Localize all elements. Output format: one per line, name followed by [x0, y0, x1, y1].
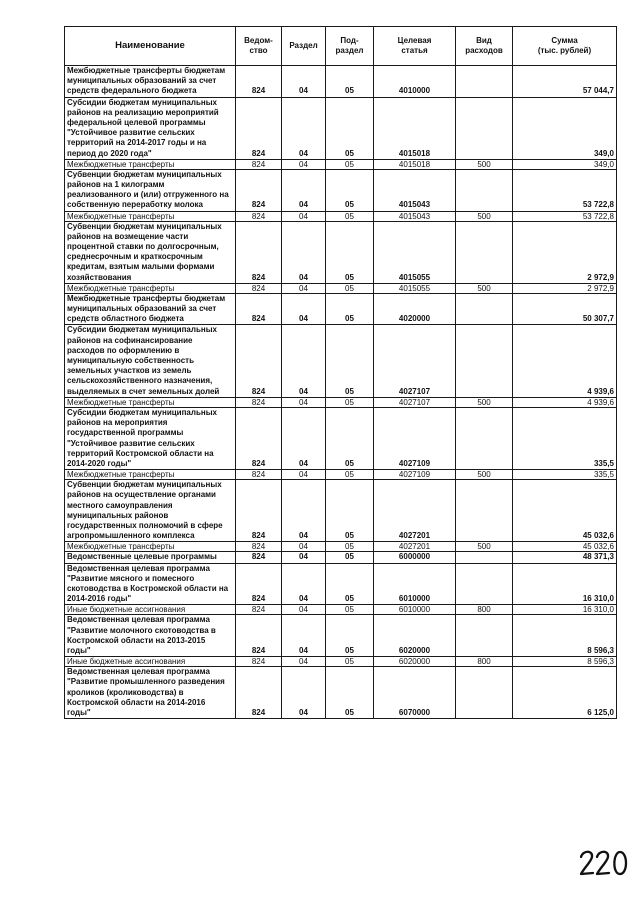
cell-name-line: земельных участков из земель [67, 366, 192, 376]
table-row [65, 480, 617, 542]
cell-sum: 335,5 [513, 407, 617, 469]
cell-name-line: скотоводства в Костромской области на [67, 583, 229, 593]
cell-name-line: "Устойчивое развитие сельских [67, 128, 195, 138]
table-row [65, 552, 617, 563]
cell-name-line: Межбюджетные трансферты [67, 397, 175, 407]
cell-ministry: 824 [236, 615, 282, 657]
cell-ministry: 824 [236, 293, 282, 325]
table-row [65, 542, 617, 552]
cell-ministry: 824 [236, 211, 282, 221]
cell-name [65, 293, 236, 325]
cell-name-line: среднесрочным и краткосрочным [67, 252, 203, 262]
cell-section: 04 [282, 615, 326, 657]
cell-subsection: 05 [326, 563, 374, 605]
cell-expense-type: 500 [456, 542, 513, 552]
cell-ministry: 824 [236, 605, 282, 615]
cell-name-line: 2014-2016 годы" [67, 594, 132, 604]
cell-section: 04 [282, 159, 326, 169]
cell-name-line: агропромышленного комплекса [67, 531, 195, 541]
cell-subsection: 05 [326, 470, 374, 480]
cell-name-line: районов на 1 килограмм [67, 180, 165, 190]
cell-sum: 16 310,0 [513, 563, 617, 605]
cell-name [65, 563, 236, 605]
cell-ministry: 824 [236, 397, 282, 407]
cell-subsection: 05 [326, 407, 374, 469]
cell-expense-type [456, 552, 513, 563]
cell-name-line: Межбюджетные трансферты [67, 470, 175, 480]
cell-ministry: 824 [236, 480, 282, 542]
cell-name-line: средств областного бюджета [67, 314, 184, 324]
cell-name [65, 552, 236, 563]
cell-ministry: 824 [236, 66, 282, 98]
cell-section: 04 [282, 211, 326, 221]
cell-target: 6000000 [374, 552, 456, 563]
cell-expense-type [456, 407, 513, 469]
cell-sum: 349,0 [513, 159, 617, 169]
cell-name-line: 2014-2020 годы" [67, 458, 132, 468]
table-row [65, 97, 617, 159]
table-row [65, 325, 617, 397]
cell-target: 6020000 [374, 657, 456, 667]
cell-name-line: средств федерального бюджета [67, 86, 197, 96]
cell-target: 4015018 [374, 97, 456, 159]
cell-name-line: Ведомственные целевые программы [67, 552, 217, 562]
cell-name-line: федеральной целевой программы [67, 118, 206, 128]
cell-name-line: Межбюджетные трансферты [67, 283, 175, 293]
cell-sum: 335,5 [513, 470, 617, 480]
cell-expense-type: 800 [456, 657, 513, 667]
cell-target: 4015018 [374, 159, 456, 169]
cell-name-line: реализованного и (или) отгруженного на [67, 190, 229, 200]
cell-sum: 8 596,3 [513, 615, 617, 657]
cell-name [65, 615, 236, 657]
cell-section: 04 [282, 283, 326, 293]
cell-section: 04 [282, 563, 326, 605]
table-row [65, 397, 617, 407]
cell-subsection: 05 [326, 66, 374, 98]
cell-section: 04 [282, 480, 326, 542]
cell-name-line: муниципальных районов [67, 510, 169, 520]
table-row [65, 563, 617, 605]
cell-name-line: "Развитие молочного скотоводства в [67, 625, 216, 635]
cell-name-line: Ведомственная целевая программа [67, 563, 210, 573]
cell-name [65, 66, 236, 98]
table-row [65, 293, 617, 325]
cell-name-line: Субвенции бюджетам муниципальных [67, 169, 222, 179]
cell-name-line: районов на реализацию мероприятий [67, 107, 219, 117]
cell-sum: 349,0 [513, 97, 617, 159]
cell-name-line: процентной ставки по долгосрочным, [67, 242, 219, 252]
cell-name-line: районов на осуществление органами [67, 490, 216, 500]
cell-sum: 4 939,6 [513, 397, 617, 407]
cell-name-line: кроликов (кролиководства) в [67, 687, 184, 697]
table-row [65, 159, 617, 169]
cell-sum: 48 371,3 [513, 552, 617, 563]
cell-subsection: 05 [326, 397, 374, 407]
cell-name [65, 667, 236, 719]
cell-name-line: Костромской области на 2014-2016 [67, 697, 206, 707]
cell-expense-type: 500 [456, 283, 513, 293]
cell-name-line: расходов по оформлению в [67, 345, 180, 355]
cell-ministry: 824 [236, 542, 282, 552]
cell-ministry: 824 [236, 325, 282, 397]
cell-target: 4027109 [374, 470, 456, 480]
cell-name [65, 542, 236, 552]
cell-sum: 16 310,0 [513, 605, 617, 615]
cell-name-line: годы" [67, 645, 91, 655]
cell-sum: 4 939,6 [513, 325, 617, 397]
cell-name-line: Межбюджетные трансферты [67, 542, 175, 552]
cell-expense-type [456, 97, 513, 159]
cell-name-line: районов на софинансирование [67, 335, 193, 345]
cell-name-line: Субвенции бюджетам муниципальных [67, 221, 222, 231]
cell-section: 04 [282, 667, 326, 719]
cell-expense-type: 500 [456, 470, 513, 480]
cell-name-line: хозяйствования [67, 272, 132, 282]
cell-name-line: Ведомственная целевая программа [67, 615, 210, 625]
cell-expense-type: 500 [456, 159, 513, 169]
table-row [65, 283, 617, 293]
cell-target: 6070000 [374, 667, 456, 719]
cell-name-line: местного самоуправления [67, 500, 173, 510]
cell-sum: 50 307,7 [513, 293, 617, 325]
cell-subsection: 05 [326, 97, 374, 159]
table-row [65, 169, 617, 211]
cell-name [65, 159, 236, 169]
table-row [65, 667, 617, 719]
cell-sum: 45 032,6 [513, 542, 617, 552]
cell-name [65, 283, 236, 293]
cell-name-line: Костромской области на 2013-2015 [67, 635, 206, 645]
cell-name-line: Субвенции бюджетам муниципальных [67, 480, 222, 490]
table-row [65, 615, 617, 657]
cell-name-line: Иные бюджетные ассигнования [67, 605, 186, 615]
cell-sum: 57 044,7 [513, 66, 617, 98]
header-ministry: Ведом- ство [236, 27, 282, 66]
header-row [65, 27, 617, 66]
cell-ministry: 824 [236, 169, 282, 211]
cell-target: 4015043 [374, 211, 456, 221]
cell-subsection: 05 [326, 221, 374, 283]
cell-sum: 45 032,6 [513, 480, 617, 542]
cell-name-line: Иные бюджетные ассигнования [67, 657, 186, 667]
cell-name-line: Субсидии бюджетам муниципальных [67, 325, 217, 335]
cell-expense-type [456, 563, 513, 605]
table-row [65, 470, 617, 480]
cell-name-line: годы" [67, 707, 91, 717]
cell-ministry: 824 [236, 283, 282, 293]
header-sum: Сумма (тыс. рублей) [513, 27, 617, 66]
cell-name-line: собственную переработку молока [67, 200, 203, 210]
table-row [65, 66, 617, 98]
cell-section: 04 [282, 169, 326, 211]
cell-expense-type [456, 615, 513, 657]
cell-name-line: Межбюджетные трансферты [67, 159, 175, 169]
cell-section: 04 [282, 397, 326, 407]
cell-ministry: 824 [236, 667, 282, 719]
cell-sum: 2 972,9 [513, 221, 617, 283]
table-row [65, 657, 617, 667]
cell-ministry: 824 [236, 563, 282, 605]
cell-name [65, 211, 236, 221]
cell-target: 4015043 [374, 169, 456, 211]
cell-name-line: период до 2020 года" [67, 148, 152, 158]
table-row [65, 211, 617, 221]
cell-sum: 6 125,0 [513, 667, 617, 719]
cell-expense-type [456, 325, 513, 397]
handwritten-page-number [578, 848, 630, 878]
cell-name-line: "Развитие мясного и помесного [67, 573, 195, 583]
cell-ministry: 824 [236, 470, 282, 480]
table-header [65, 27, 617, 66]
cell-name [65, 470, 236, 480]
cell-target: 6010000 [374, 605, 456, 615]
cell-section: 04 [282, 542, 326, 552]
cell-target: 6010000 [374, 563, 456, 605]
cell-name [65, 605, 236, 615]
cell-subsection: 05 [326, 293, 374, 325]
cell-subsection: 05 [326, 615, 374, 657]
cell-name-line: Межбюджетные трансферты бюджетам [67, 66, 226, 75]
cell-subsection: 05 [326, 605, 374, 615]
header-subsection: Под- раздел [326, 27, 374, 66]
cell-name-line: государственной программы [67, 428, 184, 438]
cell-ministry: 824 [236, 159, 282, 169]
header-name: Наименование [65, 27, 236, 66]
cell-subsection: 05 [326, 169, 374, 211]
cell-sum: 2 972,9 [513, 283, 617, 293]
cell-name-line: Субсидии бюджетам муниципальных [67, 407, 217, 417]
cell-name [65, 325, 236, 397]
cell-name-line: муниципальных образований за счет [67, 76, 217, 86]
cell-target: 4015055 [374, 221, 456, 283]
table-body [65, 66, 617, 719]
cell-sum: 53 722,8 [513, 211, 617, 221]
cell-name-line: территорий Костромской области на [67, 448, 214, 458]
cell-sum: 8 596,3 [513, 657, 617, 667]
cell-section: 04 [282, 221, 326, 283]
cell-name-line: "Устойчивое развитие сельских [67, 438, 195, 448]
cell-section: 04 [282, 66, 326, 98]
cell-section: 04 [282, 657, 326, 667]
cell-ministry: 824 [236, 97, 282, 159]
table-row [65, 605, 617, 615]
cell-name-line: "Развитие промышленного разведения [67, 677, 225, 687]
cell-name-line: районов на возмещение части [67, 231, 189, 241]
cell-section: 04 [282, 97, 326, 159]
cell-section: 04 [282, 552, 326, 563]
cell-name [65, 407, 236, 469]
cell-ministry: 824 [236, 407, 282, 469]
cell-expense-type [456, 221, 513, 283]
cell-name-line: кредитам, взятым малыми формами [67, 262, 215, 272]
cell-subsection: 05 [326, 542, 374, 552]
cell-expense-type: 500 [456, 211, 513, 221]
cell-target: 4027107 [374, 325, 456, 397]
cell-subsection: 05 [326, 283, 374, 293]
cell-target: 4027109 [374, 407, 456, 469]
cell-name-line: территорий на 2014-2017 годы и на [67, 138, 207, 148]
cell-target: 4015055 [374, 283, 456, 293]
cell-name-line: Межбюджетные трансферты бюджетам [67, 293, 226, 303]
cell-name [65, 169, 236, 211]
cell-ministry: 824 [236, 657, 282, 667]
cell-section: 04 [282, 325, 326, 397]
cell-name-line: Ведомственная целевая программа [67, 667, 210, 677]
cell-section: 04 [282, 605, 326, 615]
cell-expense-type [456, 480, 513, 542]
cell-target: 4010000 [374, 66, 456, 98]
cell-name-line: сельскохозяйственного назначения, [67, 376, 213, 386]
cell-target: 4027201 [374, 480, 456, 542]
cell-subsection: 05 [326, 159, 374, 169]
cell-name [65, 657, 236, 667]
cell-name-line: Субсидии бюджетам муниципальных [67, 97, 217, 107]
cell-subsection: 05 [326, 211, 374, 221]
cell-expense-type [456, 66, 513, 98]
header-target: Целевая статья [374, 27, 456, 66]
cell-name-line: государственных полномочий в сфере [67, 520, 223, 530]
header-expense-type: Вид расходов [456, 27, 513, 66]
cell-subsection: 05 [326, 325, 374, 397]
cell-section: 04 [282, 470, 326, 480]
cell-name [65, 221, 236, 283]
cell-sum: 53 722,8 [513, 169, 617, 211]
cell-subsection: 05 [326, 657, 374, 667]
cell-subsection: 05 [326, 552, 374, 563]
cell-name-line: районов на мероприятия [67, 418, 168, 428]
cell-name-line: муниципальных образований за счет [67, 304, 217, 314]
cell-expense-type [456, 169, 513, 211]
cell-subsection: 05 [326, 480, 374, 542]
cell-name-line: муниципальную собственность [67, 356, 194, 366]
cell-target: 4027107 [374, 397, 456, 407]
cell-name [65, 97, 236, 159]
cell-expense-type [456, 667, 513, 719]
cell-target: 4027201 [374, 542, 456, 552]
cell-expense-type [456, 293, 513, 325]
cell-name [65, 397, 236, 407]
cell-expense-type: 800 [456, 605, 513, 615]
header-section: Раздел [282, 27, 326, 66]
cell-name-line: выделяемых в счет земельных долей [67, 386, 220, 396]
cell-name-line: Межбюджетные трансферты [67, 211, 175, 221]
budget-table [64, 26, 617, 719]
cell-ministry: 824 [236, 552, 282, 563]
cell-target: 4020000 [374, 293, 456, 325]
cell-section: 04 [282, 293, 326, 325]
cell-name [65, 480, 236, 542]
table-row [65, 407, 617, 469]
cell-subsection: 05 [326, 667, 374, 719]
cell-section: 04 [282, 407, 326, 469]
cell-expense-type: 500 [456, 397, 513, 407]
cell-ministry: 824 [236, 221, 282, 283]
table-row [65, 221, 617, 283]
cell-target: 6020000 [374, 615, 456, 657]
